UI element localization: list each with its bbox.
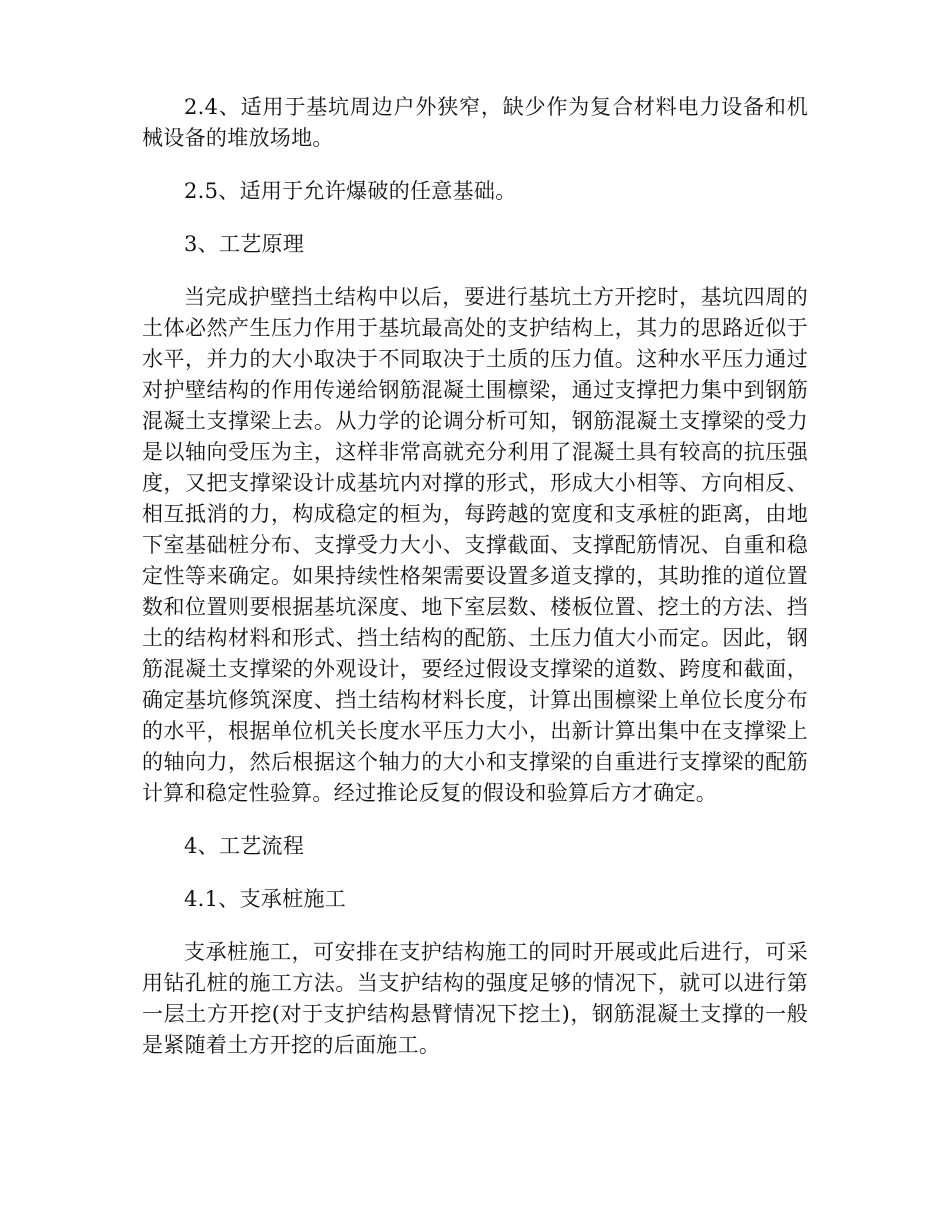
paragraph-2-5: 2.5、适用于允许爆破的任意基础。 [184, 179, 517, 203]
paragraph-support-pile: 支承桩施工，可安排在支护结构施工的同时开展或此后进行，可采用钻孔桩的施工方法。当支护结构的强度足够的情况下，就可以进行第一层土方开挖(对于支护结构悬臂情况下挖土)，钢筋混凝土支撑的一般是紧随着土方开挖的后面施工。 [142, 940, 808, 1057]
paragraph-2-4: 2.4、适用于基坑周边户外狭窄，缺少作为复合材料电力设备和机械设备的堆放场地。 [142, 95, 808, 150]
section-heading-3: 3、工艺原理 [184, 232, 305, 256]
paragraph-process-principle: 当完成护壁挡土结构中以后，要进行基坑土方开挖时，基坑四周的土体必然产生压力作用于基坑最高处的支护结构上，其力的思路近似于水平，并力的大小取决于不同取决于土质的压力值。这种水平压力通过对护壁结构的作用传递给钢筋混凝土围檩梁，通过支撑把力集中到钢筋混凝土支撑梁上去。从力学的论调分析可知，钢筋混凝土支撑梁的受力是以轴向受压为主，这样非常高就充分利用了混凝土具有较高的抗压强度，又把支撑梁设计成基坑内对撑的形式，形成大小相等、方向相反、相互抵消的力，构成稳定的桓为，每跨越的宽度和支承桩的距离，由地下室基础桩分布、支撑受力大小、支撑截面、支撑配筋情况、自重和稳定性等来确定。如果持续性格架需要设置多道支撑的，其助推的道位置数和位置则要根据基坑深度、地下室层数、楼板位置、挖土的方法、挡土的结构材料和形式、挡土结构的配筋、土压力值大小而定。因此，钢筋混凝土支撑梁的外观设计，要经过假设支撑梁的道数、跨度和截面，确定基坑修筑深度、挡土结构材料长度，计算出围檩梁上单位长度分布的水平，根据单位机关长度水平压力大小，出新计算出集中在支撑梁上的轴向力，然后根据这个轴力的大小和支撑梁的自重进行支撑梁的配筋计算和稳定性验算。经过推论反复的假设和验算后方才确定。 [142, 285, 808, 805]
section-heading-4: 4、工艺流程 [184, 834, 305, 858]
document-body [142, 92, 808, 1083]
section-heading-4-1: 4.1、支承桩施工 [184, 887, 347, 911]
